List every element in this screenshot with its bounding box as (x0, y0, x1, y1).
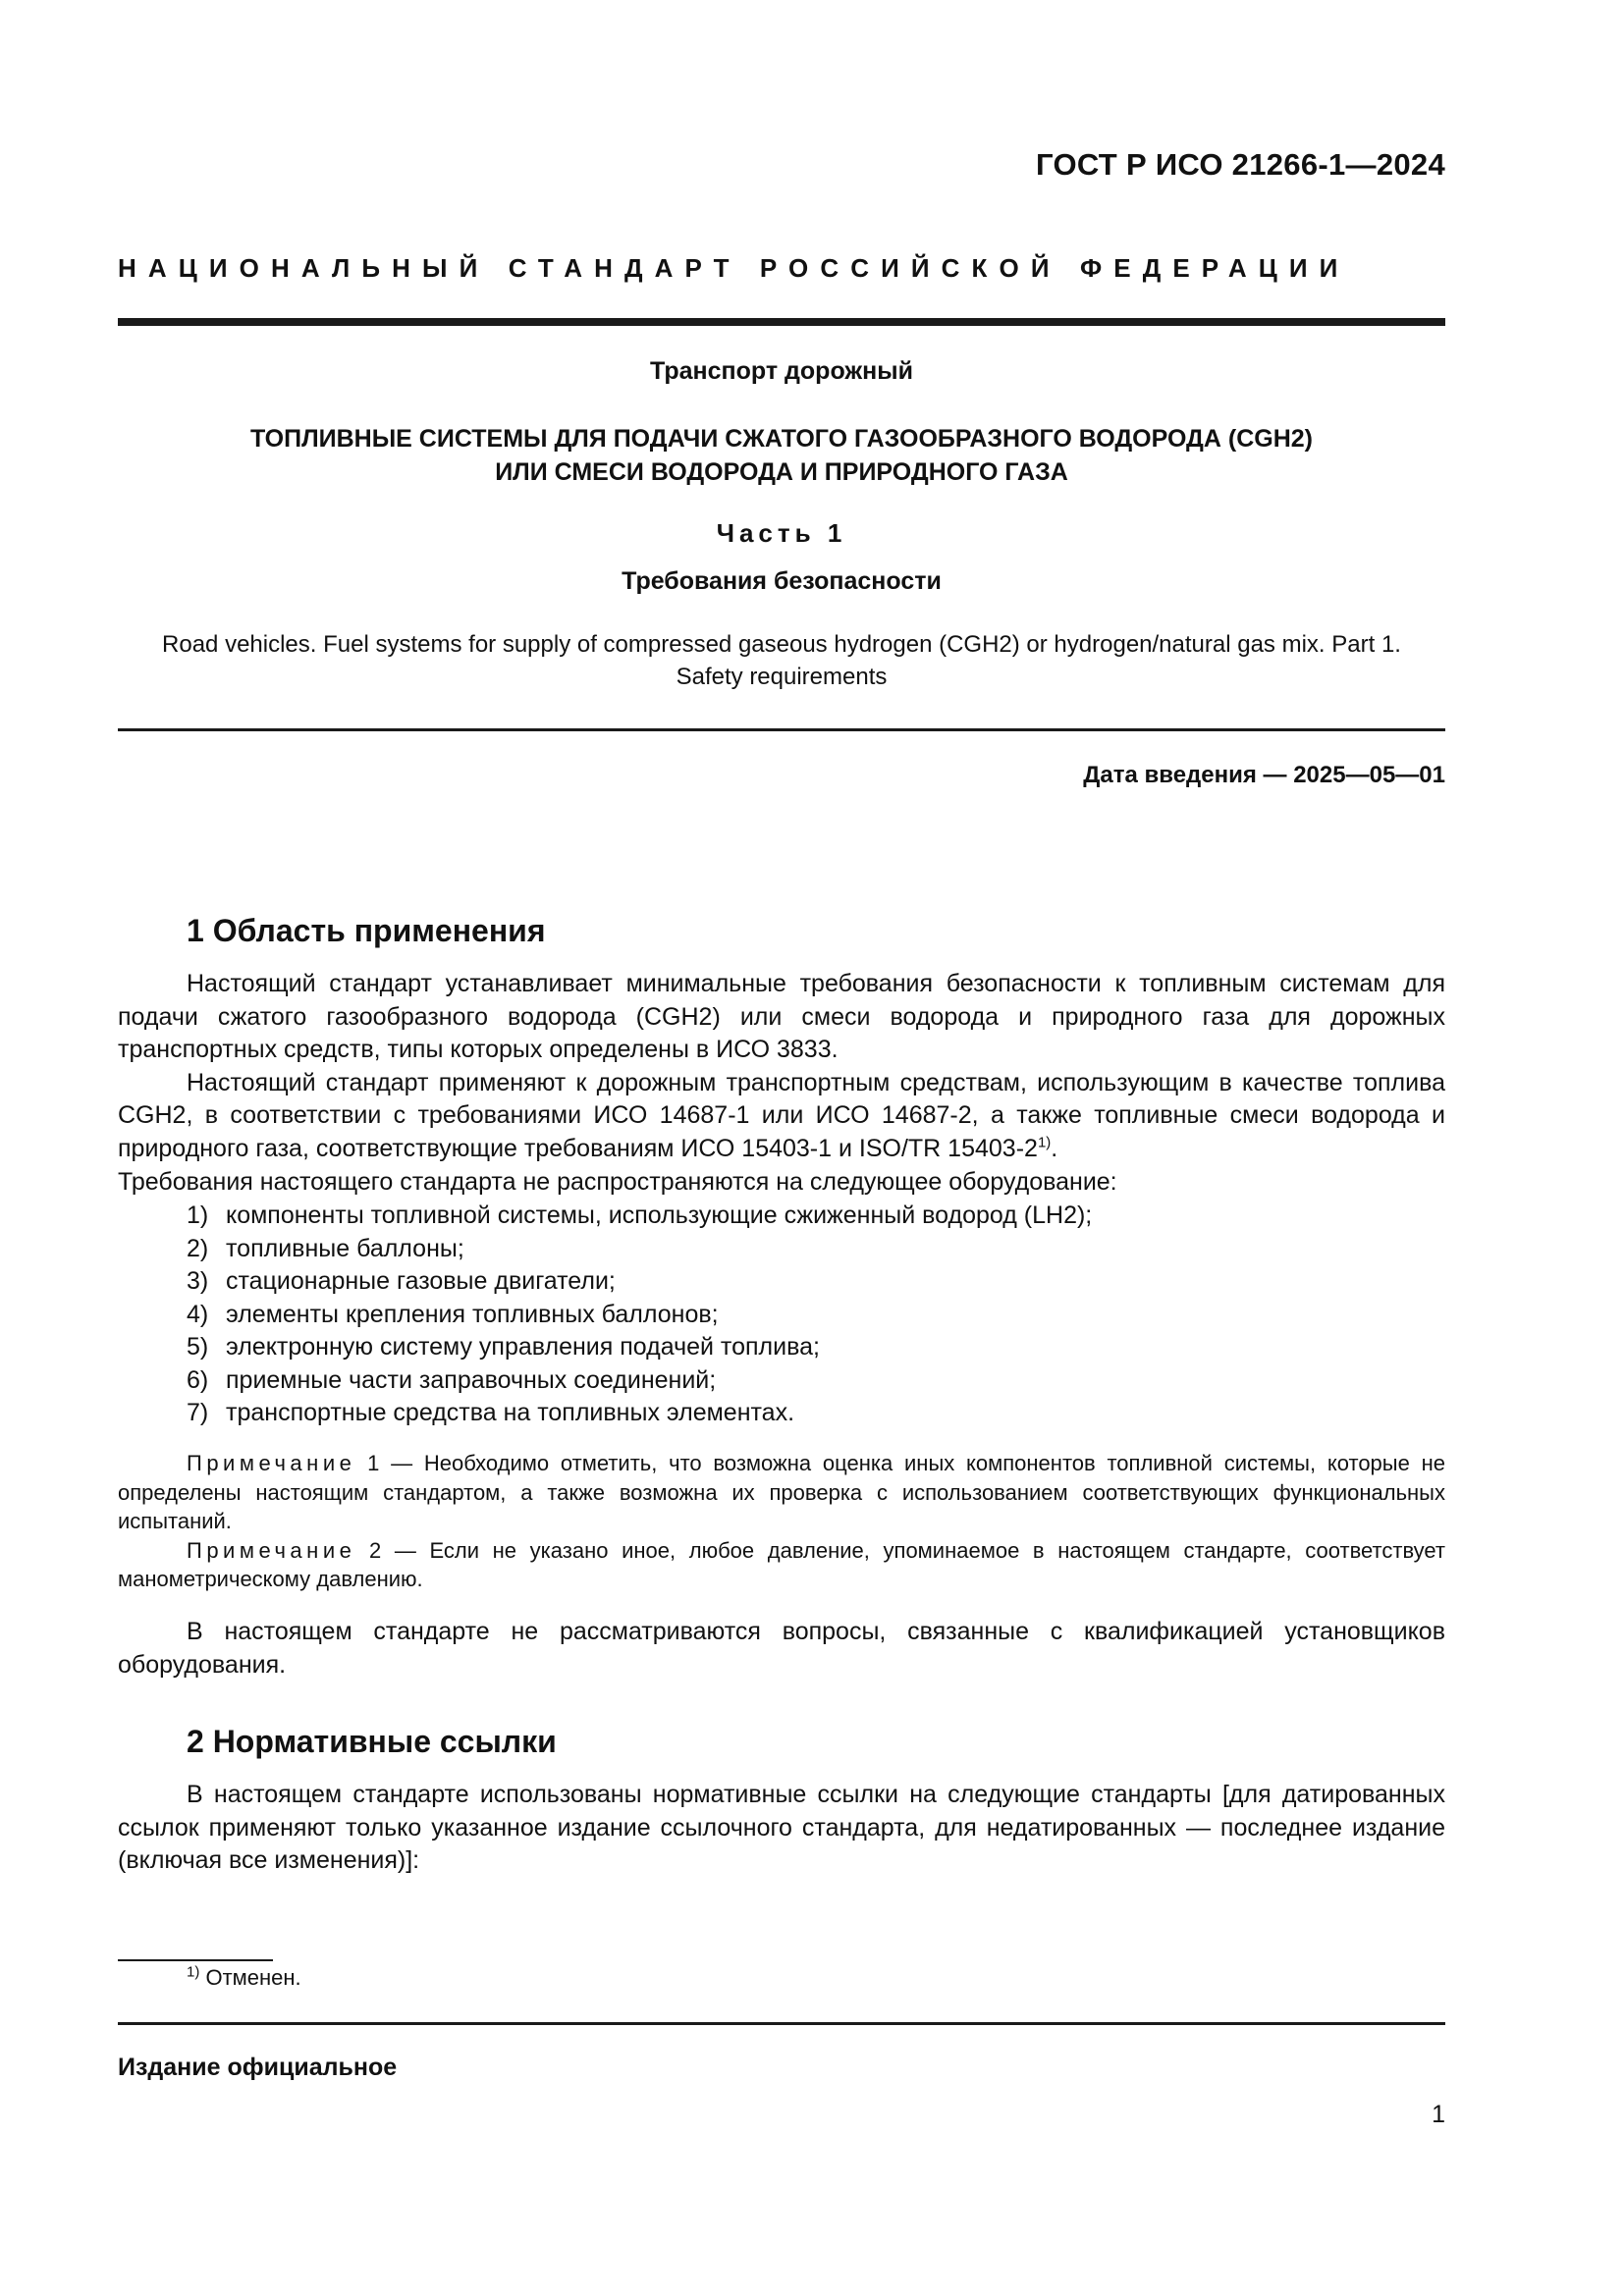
title-group: Транспорт дорожный (650, 357, 913, 385)
introduction-date: Дата введения — 2025—05—01 (1083, 762, 1445, 788)
footnote-reference: 1) (1037, 1134, 1052, 1151)
title-rule (118, 728, 1445, 731)
footer-rule (118, 2022, 1445, 2025)
section-2-paragraph-1: В настоящем стандарте использованы нормативные ссылки на следующие стандарты [для датированных ссылок применяют только указанное издание ссылочного стандарта, для недатированных — последнее издание (включая все изменения)]: (118, 1781, 1445, 1874)
section-1-paragraph-4: В настоящем стандарте не рассматриваются вопросы, связанные с квалификацией установщиков оборудования. (118, 1618, 1445, 1679)
part-subtitle: Требования безопасности (622, 567, 942, 595)
footnote: $^{1)}$ Отменен. (187, 1963, 301, 1990)
main-title-line-2: ИЛИ СМЕСИ ВОДОРОДА И ПРИРОДНОГО ГАЗА (495, 458, 1068, 486)
note-1: Примечание 1 — Необходимо отметить, что возможна оценка иных компонентов топливной системы, которые не определены настоящим стандартом, а также возможна их проверка с использованием соответствующих функциональных испытаний. (118, 1451, 1445, 1533)
section-1-paragraph-2: Настоящий стандарт применяют к дорожным транспортным средствам, использующим в качестве топлива CGH2, в соответствии с требованиями ИСО 14687-1 или ИСО 14687-2, а также топливные смеси водорода и природного газа, соответствующие требованиям ИСО 15403-1 и ISO/TR 15403-2$^{1)}$. (118, 1068, 1445, 1162)
footnote-rule (118, 1959, 273, 1961)
footnote-mark: 1) (187, 1963, 200, 1981)
exclusion-list (187, 1200, 1092, 1430)
list-item: 5) электронную систему управления подачей топлива; (187, 1333, 820, 1361)
national-standard-heading: НАЦИОНАЛЬНЫЙ СТАНДАРТ РОССИЙСКОЙ ФЕДЕРАЦИИ (118, 253, 1350, 283)
list-item: 6) приемные части заправочных соединений; (187, 1365, 717, 1394)
main-title (118, 422, 1445, 489)
main-title-line-1: ТОПЛИВНЫЕ СИСТЕМЫ ДЛЯ ПОДАЧИ СЖАТОГО ГАЗООБРАЗНОГО ВОДОРОДА (CGH2) (250, 425, 1313, 453)
list-item: 4) элементы крепления топливных баллонов; (187, 1300, 719, 1328)
section-2-body (118, 1779, 1445, 1878)
list-item: 1) компоненты топливной системы, использующие сжиженный водород (LH2); (187, 1201, 1093, 1229)
list-item: 7) транспортные средства на топливных элементах. (187, 1399, 795, 1426)
part-label: Часть 1 (716, 518, 847, 548)
english-title-line-2: Safety requirements (676, 664, 888, 690)
section-1-paragraph-3: Требования настоящего стандарта не распространяются на следующее оборудование: (118, 1168, 1117, 1196)
section-1-heading: 1 Область применения (187, 913, 546, 948)
standard-number: ГОСТ Р ИСО 21266-1—2024 (1036, 147, 1445, 182)
official-edition-label: Издание официальное (118, 2054, 398, 2081)
english-title (118, 628, 1445, 693)
section-1-paragraph-1: Настоящий стандарт устанавливает минимальные требования безопасности к топливным системам для подачи сжатого газообразного водорода (CGH2) или смеси водорода и природного газа для дорожных транспортных средств, типы которых определены в ИСО 3833. (118, 970, 1445, 1063)
header-rule (118, 318, 1445, 326)
section-1-body (118, 968, 1445, 1165)
english-title-line-1: Road vehicles. Fuel systems for supply of compressed gaseous hydrogen (CGH2) or hydrogen/natural gas mix. Part 1. (162, 631, 1401, 658)
notes (118, 1449, 1445, 1594)
page-number: 1 (1432, 2101, 1445, 2128)
list-item: 2) топливные баллоны; (187, 1234, 464, 1262)
section-2-heading: 2 Нормативные ссылки (187, 1724, 557, 1759)
list-item: 3) стационарные газовые двигатели; (187, 1267, 616, 1295)
note-2: Примечание 2 — Если не указано иное, любое давление, упоминаемое в настоящем стандарте, соответствует манометрическому давлению. (118, 1537, 1445, 1591)
